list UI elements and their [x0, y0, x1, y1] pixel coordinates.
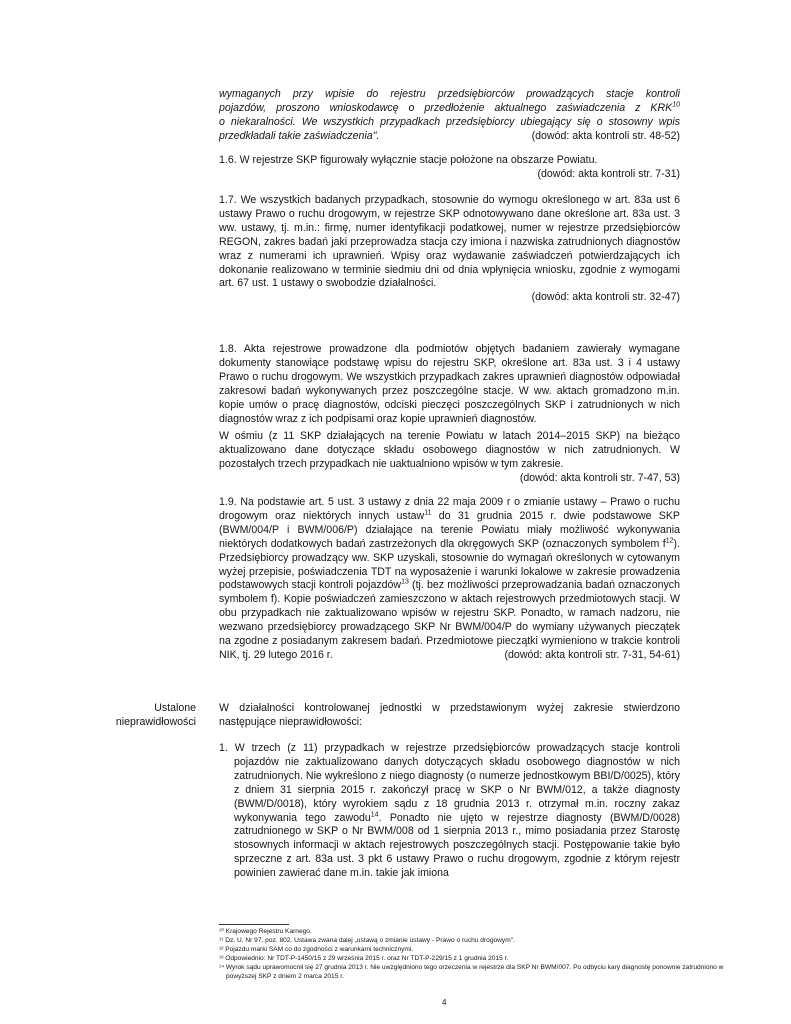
- finding-1: 1. W trzech (z 11) przypadkach w rejestrze przedsiębiorców prowadzących stacje kontroli pojazdów nie zaktualizowano danych dotyczących składu osobowego diagnostów w nich zatrudnionych. Nie wykreślono z niego diagnosty (o numerze jednostkowym BBI/D/0025), który z dniem 31 sierpnia 2015 r. zakończył pracę w SKP o Nr BWM/012, a także diagnosty (BWM/D/0018), który wyrokiem sądu z 18 grudnia 2013 r. otrzymał m.in. roczny zakaz wykonywania tego zawodu$^{14}$. Ponadto nie ujęto w rejestrze diagnosty (BWM/D/0028) zatrudnionego w SKP o Nr BWM/008 od 1 sierpnia 2013 r., mimo posiadania przez Starostę stosownych informacji w aktach rejestrowych poszczególnych stacji. Postępowanie takie było sprzeczne z art. 83a ust. 3 pkt 6 ustawy Prawo o ruchu drogowym, zgodnie z którym rejestr powinien zawierać dane m.in. takie jak imiona: [219, 742, 680, 880]
- section-1-9-text: 1.9. Na podstawie art. 5 ust. 3 ustawy z dnia 22 maja 2009 r o zmianie ustawy – Prawo o ruchu drogowym oraz niektórych innych ustaw$^{11}$ do 31 grudnia 2015 r. dwie podstawowe SKP (BWM/004/P i BWM/006/P) działające na terenie Powiatu miały możliwość wykonywania niektórych dodatkowych badań zastrzeżonych dla okręgowych SKP (oznaczonych symbolem $f^{12}$). Przedsiębiorcy prowadzący ww. SKP uzyskali, stosownie do wymagań określonych w cytowanym wyżej przepisie, poświadczenia TDT na wyposażenie i warunki lokalowe w zakresie prowadzenia podstawowych stacji kontroli pojazdów$^{13}$ (tj. bez możliwości przeprowadzania badań oznaczonych symbolem f). Kopie poświadczeń zamieszczono w aktach rejestrowych przedmiotowych stacji. W obu przypadkach nie zaktualizowano wpisów w rejestru SKP. Ponadto, w ramach nadzoru, nie wezwano przedsiębiorcy prowadzącego SKP Nr BWM/004/P do wymiany używanych pieczątek na zgodne z posiadanym zakresem badań. Przedmiotowe pieczątki wymieniono w trakcie kontroli NIK, tj. 29 lutego 2016 r.: [219, 496, 680, 661]
- intro-line-1: wymaganych przy wpisie do rejestru przedsiębiorców prowadzących stacje kontroli: [219, 88, 680, 100]
- intro-line-4-row: [219, 130, 680, 144]
- intro-line-4: przedkładali takie zaświadczenia".: [219, 129, 380, 142]
- section-1-6-evidence: (dowód: akta kontroli str. 7-31): [537, 167, 680, 180]
- intro-evidence: (dowód: akta kontroli str. 48-52): [531, 129, 680, 142]
- section-1-7: [219, 194, 680, 305]
- findings-list: [219, 742, 680, 881]
- section-1-8: [219, 343, 680, 486]
- footnote-12: ¹² Pojazdu marki SAM co do zgodności z warunkami technicznymi.: [219, 946, 414, 953]
- section-1-8-text: 1.8. Akta rejestrowe prowadzone dla podmiotów objętych badaniem zawierały wymagane dokumenty stanowiące podstawę wpisu do rejestru SKP, określone art. 83a ust. 3 i 4 ustawy Prawo o ruchu drogowym. We wszystkich przypadkach zakres uprawnień diagnostów odpowiadał zakresowi badań wykonywanych przez poszczególne stacje. W ww. aktach gromadzono m.in. kopie umów o pracę diagnostów, odciski pieczęci poszczególnych SKP i zatrudnionych w nich diagnostów wraz z ich podpisami oraz kopie uprawnień diagnostów.: [219, 343, 680, 425]
- side-label-line-1: Ustalone: [154, 702, 196, 714]
- footnote-10: ¹⁰ Krajowego Rejestru Karnego.: [219, 928, 312, 935]
- intro-line-2: pojazdów, proszono wnioskodawcę o przedłożenie aktualnego zaświadczenia z KRK$^{10}$: [219, 101, 680, 114]
- findings-intro-text: W działalności kontrolowanej jednostki w przedstawionym wyżej zakresie stwierdzono następujące nieprawidłowości:: [219, 702, 680, 728]
- section-1-7-text: 1.7. We wszystkich badanych przypadkach, stosownie do wymogu określonego w art. 83a ust 6 ustawy Prawo o ruchu drogowym, w rejestrze SKP odnotowywano dane określone art. 83a ust. 3 ww. ustawy, tj. m.in.: firmę, numer identyfikacji podatkowej, numer w rejestrze przedsiębiorców REGON, zakres badań jaki przeprowadza stacja czy imiona i nazwiska zatrudnionych diagnostów wraz z numerami ich uprawnień. Wpisy oraz wydawanie zaświadczeń potwierdzających ich dokonanie realizowano w terminie siedmiu dni od dnia wpłynięcia wniosku, zgodnie z wymogami art. 67 ust. 1 ustawy o swobodzie działalności.: [219, 194, 680, 290]
- footnote-11: ¹¹ Dz. U. Nr 97, poz. 802. Ustawa zwana dalej „ustawą o zmianie ustawy - Prawo o ruchu drogowym".: [219, 937, 515, 944]
- section-1-8-text-2: W ośmiu (z 11 SKP działających na terenie Powiatu w latach 2014–2015 SKP) na bieżąco aktualizowano dane dotyczące składu osobowego diagnostów w nich zatrudnionych. W pozostałych trzech przypadkach nie uaktualniono wpisów w tym zakresie.: [219, 430, 680, 471]
- intro-line-3: o niekaralności. We wszystkich przypadkach przedsiębiorcy ubiegający się o stosowny wpis: [219, 115, 680, 128]
- footnotes: [219, 927, 729, 981]
- section-1-8-evidence: (dowód: akta kontroli str. 7-47, 53): [519, 472, 680, 485]
- section-1-7-evidence: (dowód: akta kontroli str. 32-47): [531, 291, 680, 304]
- footnote-13: ¹³ Odpowiednio: Nr TDT-P-1450/15 z 29 września 2015 r. oraz Nr TDT-P-229/15 z 1 grudnia 2015 r.: [219, 955, 509, 962]
- footnote-separator: [219, 924, 289, 925]
- section-1-6-text: 1.6. W rejestrze SKP figurowały wyłącznie stacje położone na obszarze Powiatu.: [219, 154, 598, 166]
- section-1-9: [219, 496, 680, 663]
- findings-intro: [219, 702, 680, 730]
- side-label: [110, 702, 196, 730]
- footnote-14: ¹⁴ Wyrok sądu uprawomocnił się 27 grudnia 2013 r. Nie uwzględniono tego orzeczenia w rejestrze dla SKP Nr BWM/007. Po odbyciu kary diagnostę ponownie zatrudniono w powyższej SKP z dniem 2 marca 2015 r.: [219, 964, 724, 980]
- section-1-9-evidence: (dowód: akta kontroli str. 7-31, 54-61): [504, 648, 680, 661]
- page-number: 4: [442, 998, 447, 1007]
- intro-quote: [219, 88, 680, 144]
- section-1-6: [219, 154, 680, 182]
- side-label-line-2: nieprawidłowości: [115, 715, 196, 728]
